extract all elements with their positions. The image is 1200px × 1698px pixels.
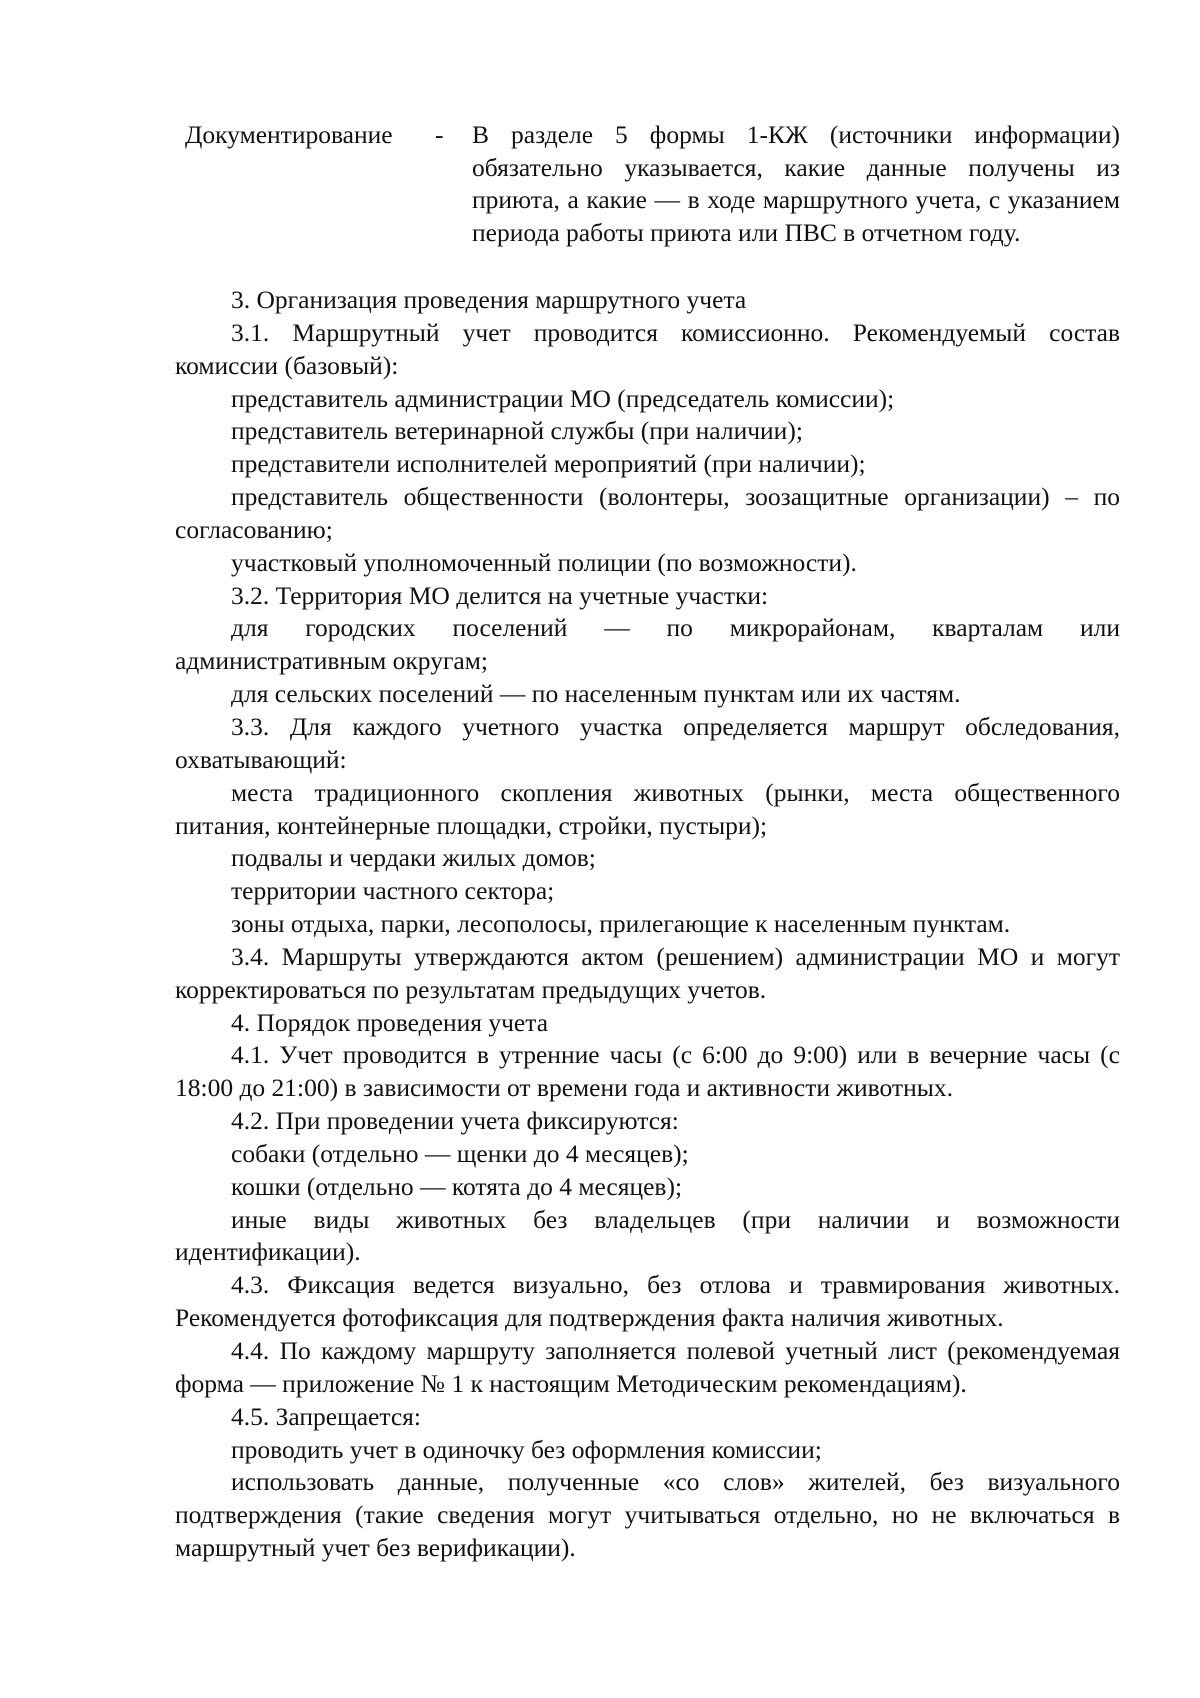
list-item: участковый уполномоченный полиции (по возможности).: [231, 547, 857, 577]
definition-dash: -: [435, 120, 444, 149]
list-item: представители исполнителей мероприятий (при наличии);: [231, 449, 866, 479]
list-item: подвалы и чердаки жилых домов;: [231, 843, 596, 873]
list-item: иные виды животных без владельцев (при наличии и возможности идентификации).: [175, 1204, 1120, 1267]
list-item: кошки (отдельно — котята до 4 месяцев);: [231, 1171, 683, 1201]
paragraph: 3.1. Маршрутный учет проводится комиссионно. Рекомендуемый состав комиссии (базовый):: [175, 317, 1120, 380]
list-item: представитель ветеринарной службы (при наличии);: [231, 416, 803, 446]
definition-text: В разделе 5 формы 1-КЖ (источники информации) обязательно указывается, какие данные получены из приюта, а какие — в ходе маршрутного учета, с указанием периода работы приюта или ПВС в отчетном году.: [472, 120, 1120, 247]
document-body: [175, 284, 1120, 1565]
list-item: представитель администрации МО (председатель комиссии);: [231, 383, 895, 413]
list-item: проводить учет в одиночку без оформления комиссии;: [231, 1434, 822, 1464]
list-item: использовать данные, полученные «со слов» жителей, без визуального подтверждения (такие сведения могут учитываться отдельно, но не включаться в маршрутный учет без верификации).: [175, 1467, 1120, 1563]
paragraph: 4.4. По каждому маршруту заполняется полевой учетный лист (рекомендуемая форма — приложение № 1 к настоящим Методическим рекомендациям).: [175, 1336, 1120, 1398]
paragraph: 4.3. Фиксация ведется визуально, без отлова и травмирования животных. Рекомендуется фотофиксация для подтверждения факта наличия животных.: [175, 1270, 1120, 1333]
section-heading: 4. Порядок проведения учета: [231, 1007, 549, 1037]
list-item: представитель общественности (волонтеры, зоозащитные организации) – по согласованию;: [175, 482, 1120, 544]
definition-term: Документирование: [185, 120, 393, 149]
list-item: места традиционного скопления животных (рынки, места общественного питания, контейнерные площадки, стройки, пустыри);: [175, 777, 1120, 840]
section-heading: 3. Организация проведения маршрутного учета: [231, 285, 747, 314]
list-item: для сельских поселений — по населенным пунктам или их частям.: [231, 679, 961, 709]
paragraph: 3.4. Маршруты утверждаются актом (решением) администрации МО и могут корректироваться по результатам предыдущих учетов.: [175, 941, 1120, 1004]
list-item: собаки (отдельно — щенки до 4 месяцев);: [231, 1138, 689, 1168]
list-item: зоны отдыха, парки, лесополосы, прилегающие к населенным пунктам.: [231, 909, 1011, 939]
paragraph: 4.2. При проведении учета фиксируются:: [231, 1106, 679, 1136]
paragraph: 4.5. Запрещается:: [231, 1401, 421, 1431]
paragraph: 3.2. Территория МО делится на учетные участки:: [231, 580, 769, 610]
paragraph: 4.1. Учет проводится в утренние часы (с 6:00 до 9:00) или в вечерние часы (с 18:00 до 21:00) в зависимости от времени года и активности животных.: [175, 1040, 1120, 1103]
list-item: для городских поселений — по микрорайонам, кварталам или административным округам;: [175, 613, 1120, 676]
list-item: территории частного сектора;: [231, 876, 555, 906]
paragraph: 3.3. Для каждого учетного участка определяется маршрут обследования, охватывающий:: [175, 711, 1120, 774]
